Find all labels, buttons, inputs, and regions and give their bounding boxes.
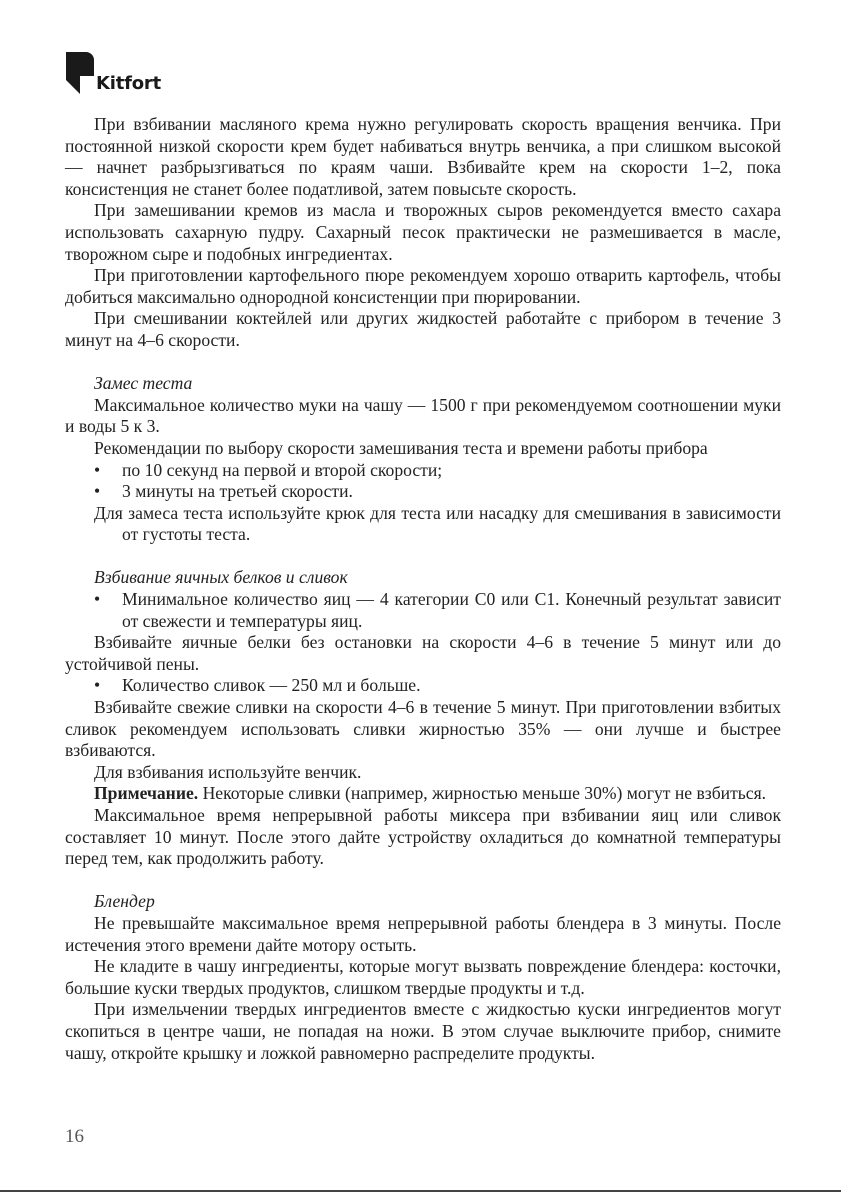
list-item	[65, 481, 781, 503]
kitfort-logo	[66, 52, 161, 94]
list-item-text: Количество сливок — 250 мл и больше.	[122, 675, 421, 696]
paragraph: Взбивайте свежие сливки на скорости 4–6 в течение 5 минут. При приготовлении взбитых сливок рекомендуем использовать сливки жирностью 35% — они лучше и быстрее взбиваются.	[65, 697, 781, 761]
page-content	[65, 114, 781, 1064]
note-label: Примечание.	[94, 783, 199, 804]
list-item	[65, 460, 781, 482]
bullet-list	[65, 460, 781, 503]
list-item-text: Минимальное количество яиц — 4 категории С0 или С1. Конечный результат зависит от свежести и температуры яиц.	[122, 589, 781, 631]
note-paragraph	[65, 783, 781, 805]
list-item-text: по 10 секунд на первой и второй скорости;	[122, 459, 443, 480]
paragraph: Рекомендации по выбору скорости замешивания теста и времени работы прибора	[94, 437, 708, 458]
bottom-divider	[0, 1190, 841, 1192]
paragraph: Максимальное время непрерывной работы миксера при взбивании яиц или сливок составляет 10 минут. После этого дайте устройству охладиться до комнатной температуры перед тем, как продолжить работу.	[65, 805, 781, 869]
bullet-icon: •	[94, 675, 101, 696]
note-text: Некоторые сливки (например, жирностью меньше 30%) могут не взбиться.	[198, 783, 767, 804]
paragraph: Максимальное количество муки на чашу — 1500 г при рекомендуемом соотношении муки и воды 5 к 3.	[65, 394, 781, 437]
section-heading-dough: Замес теста	[94, 373, 193, 394]
list-item-text: 3 минуты на третьей скорости.	[122, 481, 353, 502]
page-number: 16	[65, 1126, 84, 1147]
section-heading-whipping: Взбивание яичных белков и сливок	[94, 567, 348, 588]
bullet-list	[65, 589, 781, 632]
kitfort-logo-mark-icon	[66, 52, 94, 94]
bullet-icon: •	[94, 481, 101, 502]
bullet-list	[65, 675, 781, 697]
paragraph: Для взбивания используйте венчик.	[94, 761, 362, 782]
list-item	[65, 589, 781, 632]
paragraph: При взбивании масляного крема нужно регулировать скорость вращения венчика. При постоянной низкой скорости крем будет набиваться внутрь венчика, а при слишком высокой — начнет разбрызгиваться по краям чаши. Взбивайте крем на скорости 1–2, пока консистенция не станет более податливой, затем повысьте скорость.	[65, 114, 781, 199]
paragraph: Для замеса теста используйте крюк для теста или насадку для смешивания в зависимости от густоты теста.	[94, 502, 781, 545]
paragraph: Взбивайте яичные белки без остановки на скорости 4–6 в течение 5 минут или до устойчивой пены.	[65, 632, 781, 674]
paragraph: При смешивании коктейлей или других жидкостей работайте с прибором в течение 3 минут на 4–6 скорости.	[65, 308, 781, 350]
paragraph: При приготовлении картофельного пюре рекомендуем хорошо отварить картофель, чтобы добиться максимально однородной консистенции при пюрировании.	[65, 265, 781, 307]
logo-text: Kitfort	[96, 73, 162, 94]
paragraph: Не превышайте максимальное время непрерывной работы блендера в 3 минуты. После истечения этого времени дайте мотору остыть.	[65, 912, 781, 955]
paragraph: Не кладите в чашу ингредиенты, которые могут вызвать повреждение блендера: косточки, большие куски твердых продуктов, слишком твердые продукты и т.д.	[65, 956, 781, 998]
bullet-icon: •	[94, 459, 101, 480]
paragraph: При измельчении твердых ингредиентов вместе с жидкостью куски ингредиентов могут скопиться в центре чаши, не попадая на ножи. В этом случае выключите прибор, снимите чашу, откройте крышку и ложкой равномерно распределите продукты.	[65, 999, 781, 1063]
bullet-icon: •	[94, 589, 101, 610]
list-item	[65, 675, 781, 697]
paragraph: При замешивании кремов из масла и творожных сыров рекомендуется вместо сахара использовать сахарную пудру. Сахарный песок практически не размешивается в масле, творожном сыре и подобных ингредиентах.	[65, 200, 781, 264]
section-heading-blender: Блендер	[94, 891, 155, 912]
